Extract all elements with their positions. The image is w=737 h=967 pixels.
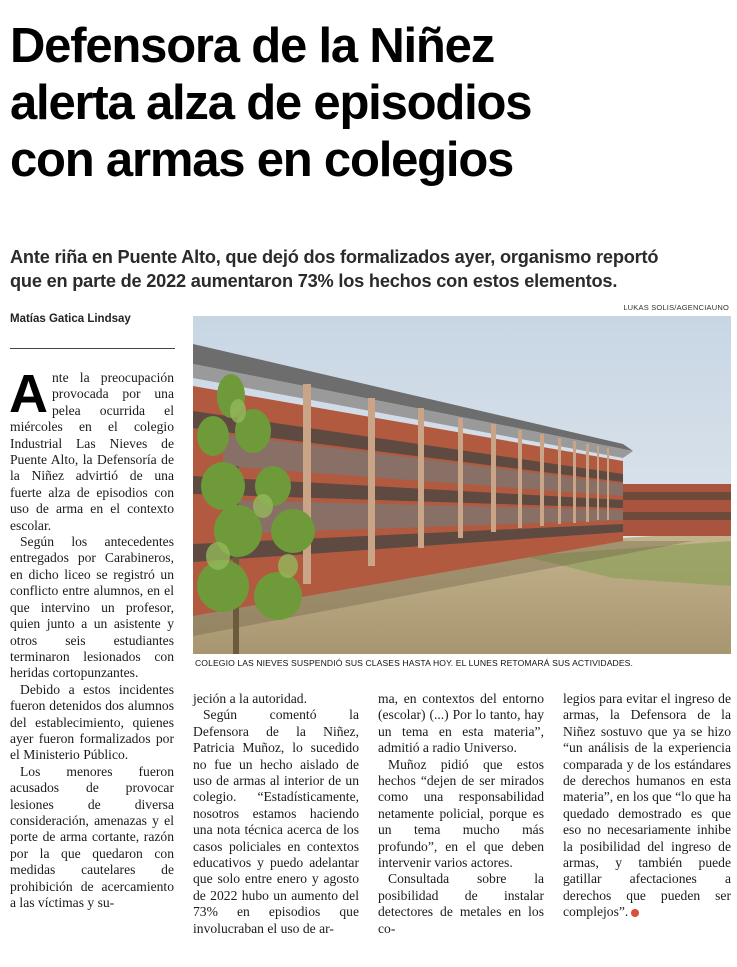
- column-divider-rule: [10, 348, 175, 349]
- article-column-2: [193, 691, 359, 937]
- school-photo: [193, 316, 731, 654]
- paragraph: Según comentó la Defensora de la Niñez, Patricia Muñoz, lo sucedido no fue un hecho aislado de uso de armas al interior de un colegio. “Estadísticamente, nosotros estamos haciendo una nota técnica acerca de los casos policiales en contextos educativos y puedo adelantar que solo entre enero y agosto de 2022 hubo un aumento del 73% en episodios que involucraban el uso de ar-: [193, 707, 359, 936]
- article-column-1: [9, 364, 174, 911]
- deck-line-1: Ante riña en Puente Alto, que dejó dos formalizados ayer, organismo reportó: [10, 247, 659, 267]
- headline-line-1: Defensora de la Niñez: [10, 19, 495, 73]
- end-of-article-icon: [631, 909, 639, 917]
- deck-subtitle: [10, 245, 732, 293]
- headline: [10, 18, 730, 189]
- article-column-3: [378, 691, 544, 937]
- byline: Matías Gatica Lindsay: [10, 313, 131, 325]
- paragraph: Los menores fueron acusados de provocar lesiones de diversa consideración, amenazas y el porte de arma cortante, razón por la que quedaron con medidas cautelares de prohibición de acercamiento a las víctimas y su-: [10, 763, 174, 910]
- paragraph: Debido a estos incidentes fueron detenidos dos alumnos del establecimiento, quienes ayer fueron formalizados por el Ministerio Público.: [10, 681, 174, 763]
- headline-line-3: con armas en colegios: [10, 133, 514, 187]
- article-column-4: [563, 691, 731, 921]
- deck-line-2: que en parte de 2022 aumentaron 73% los hechos con estos elementos.: [10, 271, 618, 291]
- paragraph: jeción a la autoridad.: [193, 691, 307, 706]
- paragraph: Según los antecedentes entregados por Carabineros, en dicho liceo se registró un conflicto entre alumnos, en el que intervino un profesor, quien junto a un asistente y otros seis estudiantes terminaron lesionados con heridas cortopunzantes.: [10, 534, 174, 681]
- drop-cap: A: [9, 364, 48, 424]
- paragraph: Consultada sobre la posibilidad de instalar detectores de metales en los co-: [378, 871, 544, 936]
- paragraph: ma, en contextos del entorno (escolar) (...) Por lo tanto, hay un tema en esta materia”, admitió a radio Universo.: [378, 691, 544, 756]
- paragraph: Muñoz pidió que estos hechos “dejen de ser mirados como una responsabilidad netamente policial, porque es un tema mucho más profundo”, en el que deben intervenir varios actores.: [378, 756, 544, 871]
- headline-line-2: alerta alza de episodios: [10, 76, 532, 130]
- photo-credit: LUKAS SOLIS/AGENCIAUNO: [623, 303, 729, 312]
- paragraph: Ante la preocupación provocada por una pelea ocurrida el miércoles en el colegio Industrial Las Nieves de Puente Alto, la Defensoría de la Niñez advirtió de una fuerte alza de episodios con uso de arma en el contexto escolar.: [9, 364, 174, 533]
- photo-caption: COLEGIO LAS NIEVES SUSPENDIÓ SUS CLASES HASTA HOY. EL LUNES RETOMARÁ SUS ACTIVIDADES.: [195, 658, 633, 668]
- paragraph: legios para evitar el ingreso de armas, la Defensora de la Niñez sostuvo que ya se hizo “un análisis de la experiencia comparada y de los estándares de derechos humanos en esta materia”, en los que “lo que ha quedado demostrado es que eso no necesariamente inhibe la posibilidad del ingreso de armas, y también puede gatillar afectaciones a derechos que pueden ser complejos”.: [563, 691, 731, 920]
